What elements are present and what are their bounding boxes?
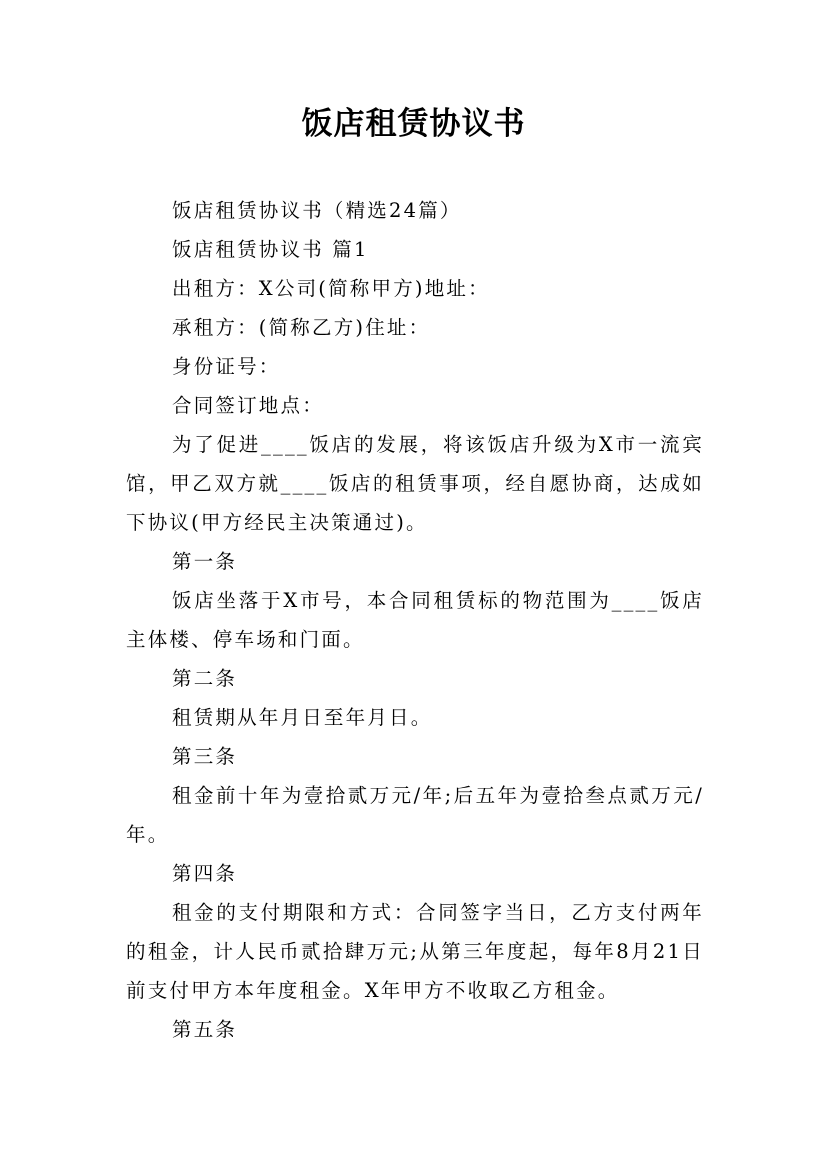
paragraph-lessee: 承租方：(简称乙方)住址： (172, 316, 431, 339)
paragraph-signing-place: 合同签订地点： (172, 394, 324, 417)
document-body (126, 191, 704, 1049)
article-4-text: 租金的支付期限和方式：合同签字当日，乙方支付两年的租金，计人民币贰拾肆万元;从第三年度起，每年8月21日前支付甲方本年度租金。X年甲方不收取乙方租金。 (126, 901, 704, 1002)
paragraph-subtitle: 饭店租赁协议书（精选24篇） (172, 199, 462, 222)
paragraph-preamble: 为了促进____饭店的发展，将该饭店升级为X市一流宾馆，甲乙双方就____饭店的租赁事项，经自愿协商，达成如下协议(甲方经民主决策通过)。 (126, 433, 704, 534)
article-1-text: 饭店坐落于X市号，本合同租赁标的物范围为____饭店主体楼、停车场和门面。 (126, 589, 704, 651)
paragraph-id-number: 身份证号： (172, 355, 281, 378)
article-1-heading: 第一条 (172, 550, 238, 573)
article-3-heading: 第三条 (172, 745, 238, 768)
paragraph-section-heading: 饭店租赁协议书 篇1 (172, 238, 369, 261)
article-3-text: 租金前十年为壹拾贰万元/年;后五年为壹拾叁点贰万元/年。 (126, 784, 704, 846)
article-5-heading: 第五条 (172, 1018, 238, 1041)
document-title: 饭店租赁协议书 (301, 106, 526, 142)
article-2-heading: 第二条 (172, 667, 238, 690)
article-2-text: 租赁期从年月日至年月日。 (172, 706, 433, 729)
paragraph-lessor: 出租方：X公司(简称甲方)地址： (172, 277, 490, 300)
article-4-heading: 第四条 (172, 862, 238, 885)
